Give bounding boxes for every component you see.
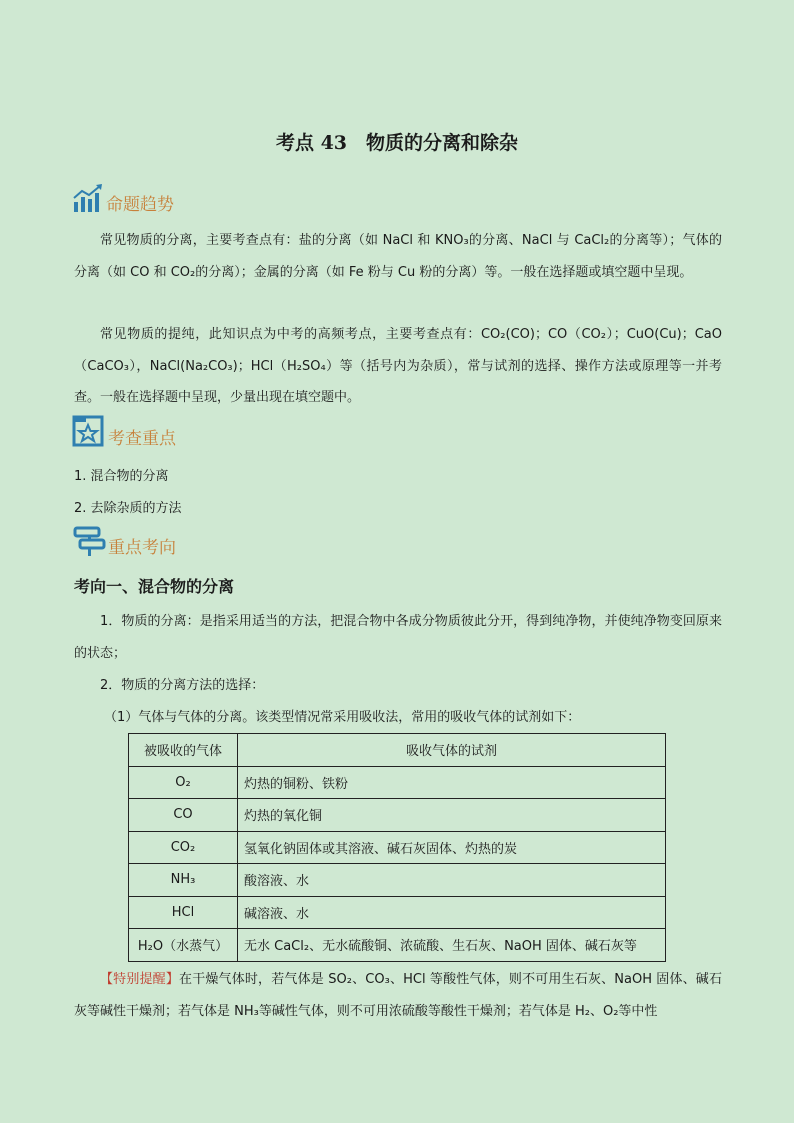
table-cell-reagent: 酸溶液、水 <box>238 864 666 897</box>
section-focus-label: 考查重点 <box>108 429 176 449</box>
table-cell-reagent: 灼热的氧化铜 <box>238 799 666 832</box>
body-paragraph-3: （1）气体与气体的分离。该类型情况常采用吸收法，常用的吸收气体的试剂如下： <box>104 710 581 725</box>
section-trend-label: 命题趋势 <box>106 195 174 215</box>
bar-chart-icon <box>72 184 104 214</box>
trend-paragraph-1: 常见物质的分离，主要考查点有：盐的分离（如 NaCl 和 KNO₃的分离、NaCl 与 CaCl₂的分离等）；气体的分离（如 CO 和 CO₂的分离）；金属的分离（如 Fe 粉与 Cu 粉的分离）等。一般在选择题或填空题中呈现。 <box>74 233 722 280</box>
special-note <box>74 964 722 1027</box>
table-cell-gas: H₂O（水蒸气） <box>129 929 238 962</box>
table-row <box>129 799 666 832</box>
direction-heading: 考向一、混合物的分离 <box>74 577 235 596</box>
table-cell-gas: CO <box>129 799 238 832</box>
trend-paragraph-2: 常见物质的提纯，此知识点为中考的高频考点，主要考查点有：CO₂(CO)；CO（CO₂）；CuO(Cu)；CaO（CaCO₃），NaCl(Na₂CO₃)；HCl（H₂SO₄）等（括号内为杂质），常与试剂的选择、操作方法或原理等一并考查。一般在选择题中呈现，少量出现在填空题中。 <box>74 327 722 405</box>
table-header-gas: 被吸收的气体 <box>129 734 238 767</box>
table-row <box>129 831 666 864</box>
section-trend-header <box>72 184 174 214</box>
special-note-tip: 【特别提醒】 <box>100 972 180 987</box>
page-title: 考点 43 物质的分离和除杂 <box>275 132 519 154</box>
table-row <box>129 896 666 929</box>
table-cell-reagent: 氢氧化钠固体或其溶液、碱石灰固体、灼热的炭 <box>238 831 666 864</box>
section-focus-header <box>72 414 176 448</box>
star-folder-icon <box>72 414 106 448</box>
table-header-reagent: 吸收气体的试剂 <box>238 734 666 767</box>
signpost-icon <box>72 525 106 557</box>
table-header-row <box>129 734 666 767</box>
table-cell-gas: NH₃ <box>129 864 238 897</box>
table-cell-reagent: 灼热的铜粉、铁粉 <box>238 766 666 799</box>
section-direction-header <box>72 525 176 557</box>
absorbent-table <box>128 733 666 962</box>
table-cell-reagent: 碱溶液、水 <box>238 896 666 929</box>
focus-item-1: 1. 混合物的分离 <box>74 469 169 484</box>
table-row <box>129 929 666 962</box>
section-direction-label: 重点考向 <box>108 538 176 558</box>
table-cell-reagent: 无水 CaCl₂、无水硫酸铜、浓硫酸、生石灰、NaOH 固体、碱石灰等 <box>238 929 666 962</box>
body-paragraph-1: 1．物质的分离：是指采用适当的方法，把混合物中各成分物质彼此分开，得到纯净物，并使纯净物变回原来的状态； <box>74 614 722 661</box>
special-note-text: 在干燥气体时，若气体是 SO₂、CO₃、HCl 等酸性气体，则不可用生石灰、NaOH 固体、碱石灰等碱性干燥剂；若气体是 NH₃等碱性气体，则不可用浓硫酸等酸性干燥剂；若气体是 H₂、O₂等中性 <box>74 972 722 1019</box>
table-cell-gas: O₂ <box>129 766 238 799</box>
table-row <box>129 864 666 897</box>
body-paragraph-2: 2．物质的分离方法的选择： <box>100 678 265 693</box>
table-cell-gas: HCl <box>129 896 238 929</box>
table-cell-gas: CO₂ <box>129 831 238 864</box>
table-row <box>129 766 666 799</box>
focus-item-2: 2. 去除杂质的方法 <box>74 501 182 516</box>
